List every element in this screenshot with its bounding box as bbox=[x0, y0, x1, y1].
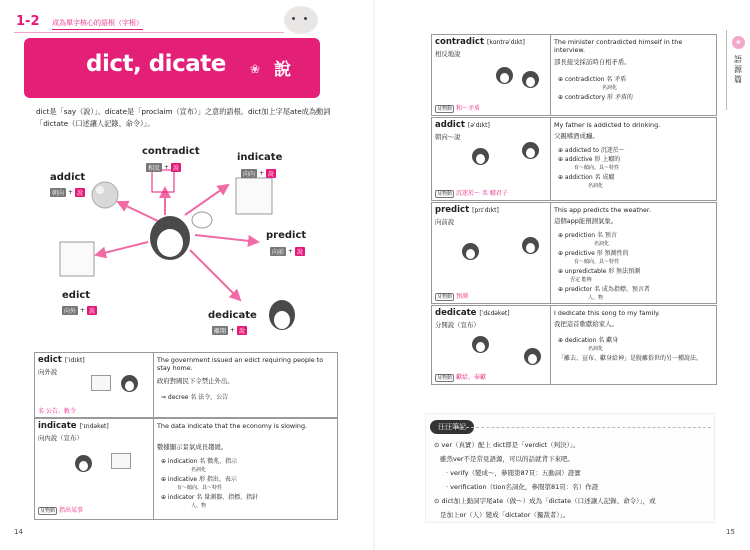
phonetic: [əˈdɪkt] bbox=[467, 122, 490, 129]
example-en: My father is addicted to drinking. bbox=[554, 121, 661, 129]
card-word bbox=[38, 421, 109, 431]
diagram-word-edict: edict bbox=[62, 290, 91, 301]
related-note: 人、物 bbox=[191, 503, 207, 509]
card-meaning: 向內說（宣布） bbox=[38, 434, 83, 442]
phonetic: [prɪˈdɪkt] bbox=[472, 207, 499, 214]
related-note: 名詞化 bbox=[588, 346, 604, 352]
notes-title: 汪汪筆記 bbox=[430, 420, 474, 434]
card-meaning: 向外說 bbox=[38, 368, 58, 376]
related-line: ⊕ contradictory 形 矛盾的 bbox=[558, 94, 633, 101]
example-zh: 這個app能預測氣象。 bbox=[554, 217, 618, 225]
tag: 說 bbox=[297, 249, 304, 256]
example-zh: 部長接受採訪時自相矛盾。 bbox=[554, 58, 631, 66]
word: contradict bbox=[435, 37, 485, 47]
card-word bbox=[38, 355, 85, 365]
related-words bbox=[558, 75, 633, 102]
card-bottom bbox=[435, 188, 508, 197]
tag: 說 bbox=[89, 308, 96, 315]
related-line: ⊕ unpredictable 形 無法預測 bbox=[558, 268, 641, 275]
example-zh: 政府對國民下令禁止外出。 bbox=[157, 377, 234, 385]
note-line: · verify（變成～，參閱第87頁：五動詞）證實 bbox=[446, 469, 581, 477]
example-zh: 我把這首歌獻給家人。 bbox=[554, 320, 618, 328]
note-line: 雖然ver不是常見語源，可以的話就背下來吧。 bbox=[440, 455, 575, 463]
related-note: 名詞化 bbox=[594, 241, 610, 247]
note-line: 是加上or（人）變成「dictator（獨裁者）」。 bbox=[440, 511, 570, 519]
word: indicate bbox=[38, 421, 77, 431]
card-divider bbox=[550, 203, 551, 303]
note-line: ⊙ dict加上動詞字尾ate（做～）成為「dictate（口述讓人記錄、命令）」，或 bbox=[434, 497, 656, 505]
page-number-right: 15 bbox=[726, 528, 735, 536]
word: dedicate bbox=[435, 308, 477, 318]
tag: 說 bbox=[173, 165, 180, 172]
phonetic: [kɑntrəˈdɪkt] bbox=[487, 39, 525, 46]
example-en: The minister contradicted himself in the interview. bbox=[554, 38, 683, 54]
tag: 向前 bbox=[272, 249, 285, 256]
bottom-meaning: 和～矛盾 bbox=[456, 105, 481, 112]
dog-mascot-icon bbox=[284, 6, 318, 34]
card-word bbox=[435, 308, 510, 318]
vocab-card-contradict bbox=[431, 34, 717, 116]
diagram-tags-contradict: 相反 + 說 bbox=[148, 164, 180, 172]
penguin-icon bbox=[121, 375, 138, 392]
cube-icon bbox=[91, 375, 111, 391]
tag: 朝向 bbox=[52, 190, 65, 197]
diagram-tags-predict: 向前 + 說 bbox=[272, 248, 304, 256]
section-title: 成為單字核心的語根（字根） bbox=[52, 18, 143, 30]
related-note: 有～傾向、具～特性 bbox=[177, 485, 223, 491]
header-rule bbox=[14, 32, 284, 33]
diagram-tags-indicate: 向內 + 說 bbox=[243, 170, 275, 178]
vocab-card-edict bbox=[34, 352, 338, 418]
paw-icon: ❀ bbox=[250, 62, 261, 76]
penguin-icon bbox=[462, 243, 479, 260]
related-note: 名詞化 bbox=[602, 85, 618, 91]
related-line: ⊕ contradiction 名 矛盾 bbox=[558, 76, 627, 83]
related-words bbox=[161, 457, 258, 511]
penguin-icon bbox=[496, 67, 513, 84]
penguin-icon bbox=[472, 148, 489, 165]
card-bottom bbox=[435, 372, 486, 381]
example-zh: 父親嗜酒成癮。 bbox=[554, 132, 599, 140]
bottom-meaning: 沉迷於～ 名 癮君子 bbox=[456, 190, 508, 197]
card-word bbox=[435, 120, 490, 130]
penguin-icon bbox=[75, 455, 92, 472]
cube-icon bbox=[111, 453, 131, 469]
side-tab-label: 語源篇 bbox=[734, 55, 742, 84]
side-tab bbox=[726, 30, 750, 110]
tag: 向內 bbox=[243, 171, 256, 178]
card-divider bbox=[550, 306, 551, 384]
pos-badge: 及物動 bbox=[437, 191, 453, 197]
page-number-left: 14 bbox=[14, 528, 23, 536]
vocab-card-dedicate bbox=[431, 305, 717, 385]
note-line: ⊙ ver（真實）配上 dict即是「verdict（判決）」。 bbox=[434, 441, 580, 449]
tag: 說 bbox=[77, 190, 84, 197]
word: addict bbox=[435, 120, 465, 130]
diagram-tags-dedicate: 離開 + 說 bbox=[214, 327, 246, 335]
related-words bbox=[558, 231, 650, 303]
tag: 說 bbox=[239, 328, 246, 335]
related-line: ⊕ addicted to 沉迷於～ bbox=[558, 147, 625, 154]
banner-meaning: 說 bbox=[274, 60, 291, 80]
pos-badge: 及物動 bbox=[40, 508, 56, 514]
card-divider bbox=[153, 419, 154, 519]
note-line: · verification（tion名詞化，參閱第81頁：名）作證 bbox=[446, 483, 599, 491]
root-diagram bbox=[0, 140, 375, 350]
tag: 離開 bbox=[214, 328, 227, 335]
related-note: 人、物 bbox=[588, 295, 604, 301]
card-meaning: 相反地說 bbox=[435, 50, 461, 58]
diagram-word-addict: addict bbox=[50, 172, 86, 183]
vocab-card-indicate bbox=[34, 418, 338, 520]
card-word bbox=[435, 205, 499, 215]
card-bottom-meaning: 名 公告、敕令 bbox=[38, 408, 76, 415]
diagram-tags-edict: 向外 + 說 bbox=[64, 307, 96, 315]
related-line: ⊕ addictive 形 上癮的 bbox=[558, 156, 621, 163]
related-words bbox=[558, 146, 625, 191]
tag: 向外 bbox=[64, 308, 77, 315]
related-words bbox=[161, 393, 228, 402]
diagram-word-contradict: contradict bbox=[142, 146, 200, 157]
word: edict bbox=[38, 355, 62, 365]
penguin-icon bbox=[524, 348, 541, 365]
related-note: 名詞化 bbox=[588, 183, 604, 189]
diagram-word-predict: predict bbox=[266, 230, 307, 241]
card-meaning: 向前說 bbox=[435, 218, 455, 226]
card-bottom bbox=[435, 291, 468, 300]
tag: 相反 bbox=[148, 165, 161, 172]
pos-badge: 及物動 bbox=[437, 106, 453, 112]
tag: 說 bbox=[268, 171, 275, 178]
card-bottom bbox=[435, 103, 480, 112]
phonetic: [ˈɪndəket] bbox=[79, 423, 109, 430]
section-number: 1-2 bbox=[16, 14, 40, 29]
related-line: ⊕ prediction 名 預言 bbox=[558, 232, 617, 239]
example-en: This app predicts the weather. bbox=[554, 206, 651, 214]
vocab-card-addict bbox=[431, 117, 717, 201]
bottom-meaning: 獻給、奉獻 bbox=[456, 374, 487, 381]
related-words bbox=[558, 336, 714, 363]
penguin-icon bbox=[522, 237, 539, 254]
related-line: 「離去、宣布、獻身給神」是脫離俗世的另一種說法。 bbox=[558, 355, 703, 362]
diagram-word-dedicate: dedicate bbox=[208, 310, 257, 321]
notes-box bbox=[425, 413, 715, 523]
word-root-banner bbox=[24, 38, 320, 98]
related-line: ⊕ predictor 名 成為指標、預言者 bbox=[558, 286, 650, 293]
phonetic: [ˈdɛdəket] bbox=[479, 310, 510, 317]
related-line: ⊕ indicator 名 量測器、指標、指針 bbox=[161, 494, 259, 501]
related-line: ⊕ indication 名 徵兆、指示 bbox=[161, 458, 238, 465]
example-en: The government issued an edict requiring people to stay home. bbox=[157, 356, 324, 372]
card-meaning: 朝向～說 bbox=[435, 133, 461, 141]
related-line: ⇒ decree 名 法令、公告 bbox=[161, 394, 229, 401]
card-divider bbox=[153, 353, 154, 417]
card-divider bbox=[550, 118, 551, 200]
example-en: I dedicate this song to my family. bbox=[554, 309, 661, 317]
card-divider bbox=[550, 35, 551, 115]
pos-badge: 及物動 bbox=[437, 294, 453, 300]
example-en: The data indicate that the economy is slowing. bbox=[157, 422, 308, 430]
related-note: 有～傾向、具～特性 bbox=[574, 165, 620, 171]
banner-word: dict, dicate bbox=[86, 51, 226, 77]
intro-text: dict是「say（說）」、dicate是「proclaim（宣布）」之意的語根。dict加上字尾ate成為動詞「dictate（口述讓人記錄、命令）」。 bbox=[36, 107, 331, 128]
related-line: ⊕ dedication 名 獻身 bbox=[558, 337, 619, 344]
bottom-meaning: 預測 bbox=[456, 293, 469, 300]
vocab-card-predict bbox=[431, 202, 717, 304]
penguin-icon bbox=[472, 336, 489, 353]
word: predict bbox=[435, 205, 470, 215]
phonetic: [ˈidɪkt] bbox=[64, 357, 85, 364]
related-line: ⊕ indicative 形 指出、表示 bbox=[161, 476, 237, 483]
card-bottom bbox=[38, 505, 83, 514]
paw-icon: ❀ bbox=[732, 36, 745, 49]
related-line: ⊕ predictive 形 預測性的 bbox=[558, 250, 629, 257]
notes-divider bbox=[456, 427, 711, 428]
penguin-icon bbox=[522, 142, 539, 159]
related-line: ⊕ addiction 名 成癮 bbox=[558, 174, 615, 181]
penguin-icon bbox=[522, 71, 539, 88]
pos-badge: 及物動 bbox=[437, 375, 453, 381]
related-note: 名詞化 bbox=[191, 467, 207, 473]
related-note: 否定 能夠 bbox=[570, 277, 592, 283]
card-word bbox=[435, 37, 525, 47]
right-page bbox=[375, 0, 750, 550]
bottom-meaning: 指出某事 bbox=[59, 507, 84, 514]
diagram-word-indicate: indicate bbox=[237, 152, 283, 163]
diagram-tags-addict: 朝向 + 說 bbox=[52, 189, 84, 197]
card-meaning: 分開說（宣布） bbox=[435, 321, 480, 329]
example-zh: 數據顯示景氣成長趨緩。 bbox=[157, 443, 228, 451]
related-note: 有～傾向、具～特性 bbox=[574, 259, 620, 265]
